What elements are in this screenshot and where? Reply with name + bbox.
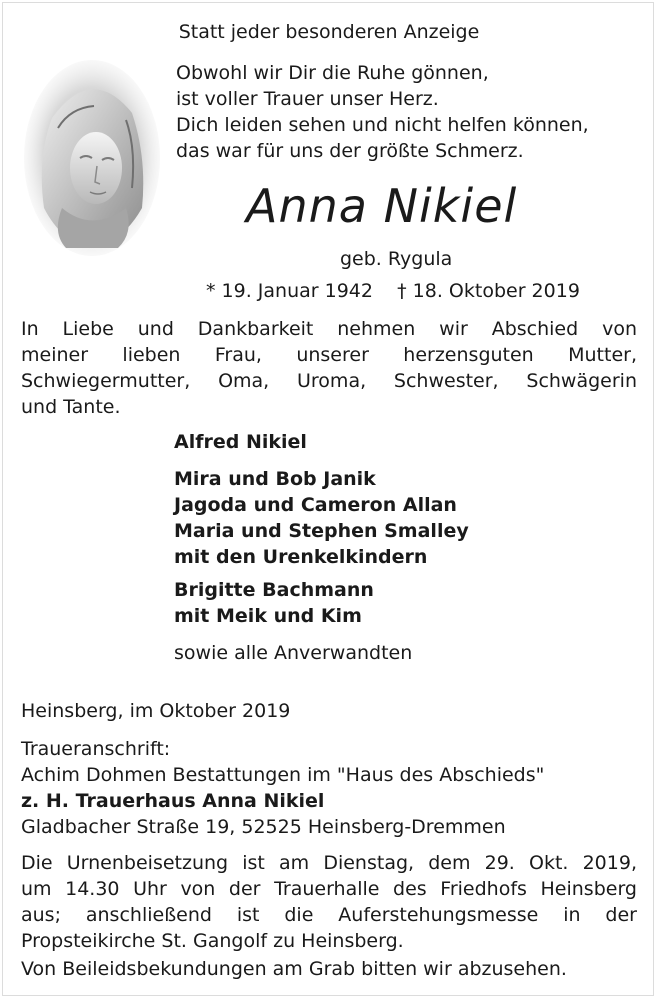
mourner-name: mit Meik und Kim xyxy=(174,605,362,627)
address-line: Gladbacher Straße 19, 52525 Heinsberg-Dremmen xyxy=(21,816,506,838)
mourner-name: Alfred Nikiel xyxy=(174,431,307,453)
address-label: Traueranschrift: xyxy=(21,738,171,760)
mourner-group-2 xyxy=(174,466,469,570)
life-dates: * 19. Januar 1942 † 18. Oktober 2019 xyxy=(206,280,580,302)
mourner-name: Brigitte Bachmann xyxy=(174,579,374,601)
address-block xyxy=(21,736,544,840)
ceremony-line: Propsteikirche St. Gangolf zu Heinsberg. xyxy=(21,930,404,952)
poem xyxy=(176,60,589,164)
poem-line: das war für uns der größte Schmerz. xyxy=(176,140,524,162)
intro-line: In Liebe und Dankbarkeit nehmen wir Abschied von xyxy=(21,318,637,340)
intro-paragraph xyxy=(21,316,637,420)
poem-line: Obwohl wir Dir die Ruhe gönnen, xyxy=(176,62,489,84)
mourner-name: mit den Urenkelkindern xyxy=(174,546,428,568)
intro-line: und Tante. xyxy=(21,396,121,418)
ceremony-paragraph xyxy=(21,850,637,954)
address-line: Achim Dohmen Bestattungen im "Haus des Abschieds" xyxy=(21,764,545,786)
mourner-group-3 xyxy=(174,577,374,629)
address-line: z. H. Trauerhaus Anna Nikiel xyxy=(21,790,325,812)
poem-line: Dich leiden sehen und nicht helfen können, xyxy=(176,114,589,136)
ceremony-line: aus; anschließend ist die Auferstehungsmesse in der xyxy=(21,904,637,926)
header-statt: Statt jeder besonderen Anzeige xyxy=(178,21,480,43)
intro-line: meiner lieben Frau, unserer herzensguten Mutter, xyxy=(21,344,637,366)
mourner-name: Maria und Stephen Smalley xyxy=(174,520,469,542)
poem-line: ist voller Trauer unser Herz. xyxy=(176,88,439,110)
condolence-note: Von Beileidsbekundungen am Grab bitten wir abzusehen. xyxy=(21,958,567,980)
relatives-line: sowie alle Anverwandten xyxy=(174,642,413,664)
ceremony-line: Die Urnenbeisetzung ist am Dienstag, dem 29. Okt. 2019, xyxy=(21,852,637,874)
madonna-portrait-icon xyxy=(22,58,162,258)
intro-line: Schwiegermutter, Oma, Uroma, Schwester, Schwägerin xyxy=(21,370,637,392)
birth-name: geb. Rygula xyxy=(340,248,453,270)
mourner-group-1 xyxy=(174,429,307,455)
mourner-name: Mira und Bob Janik xyxy=(174,468,376,490)
deceased-name: Anna Nikiel xyxy=(246,179,518,233)
ceremony-line: um 14.30 Uhr von der Trauerhalle des Friedhofs Heinsberg xyxy=(21,878,637,900)
mourner-name: Jagoda und Cameron Allan xyxy=(174,494,457,516)
place-date: Heinsberg, im Oktober 2019 xyxy=(21,700,291,722)
